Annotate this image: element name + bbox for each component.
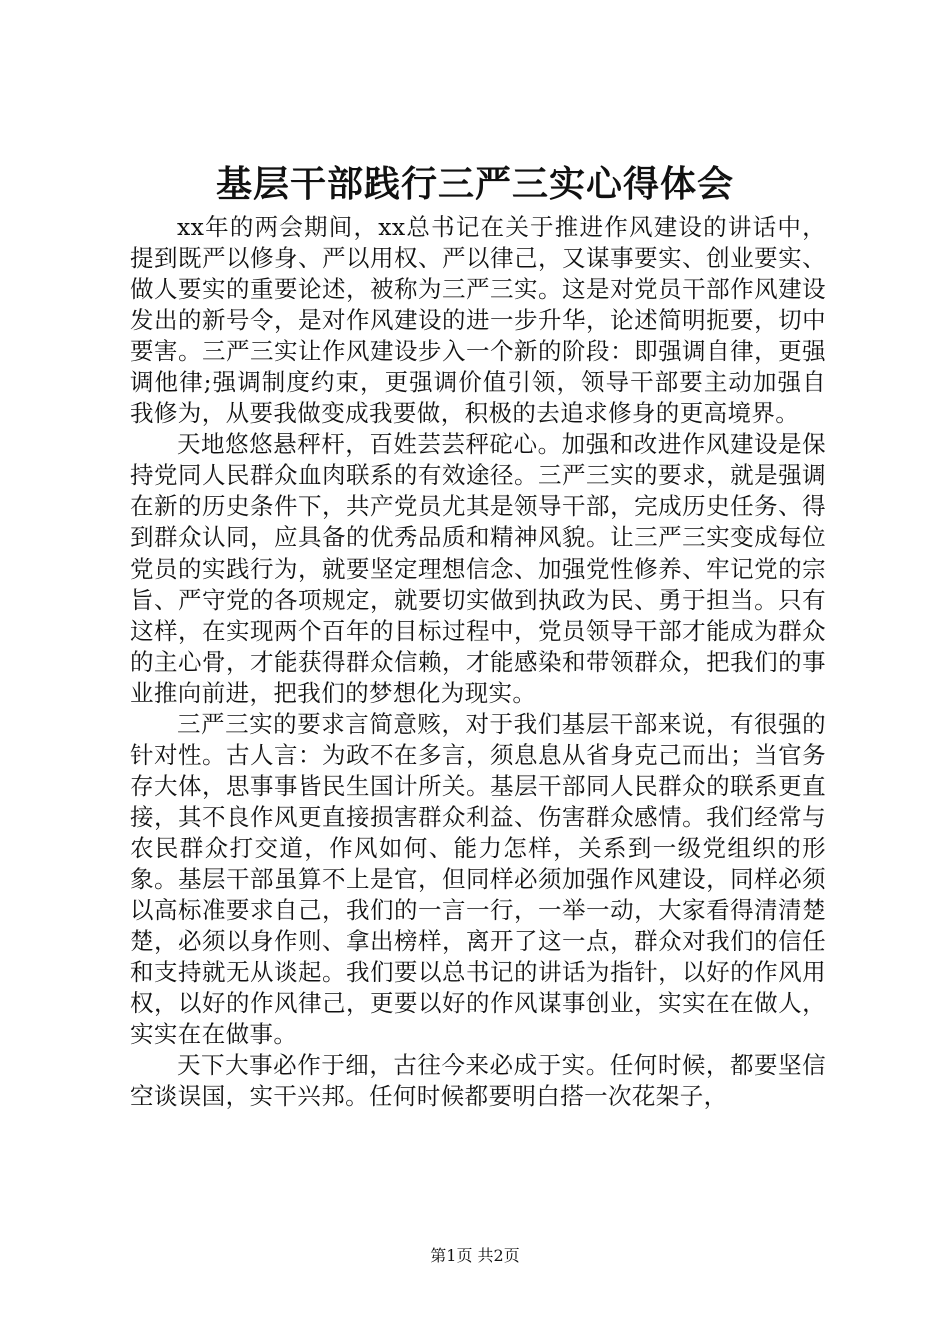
document-body: [130, 212, 826, 1112]
page-number-footer: 第1页 共2页: [430, 1246, 520, 1265]
paragraph-1: xx年的两会期间，xx总书记在关于推进作风建设的讲话中，提到既严以修身、严以用权、严以律己，又谋事要实、创业要实、做人要实的重要论述，被称为三严三实。这是对党员干部作风建设发出的新号令，是对作风建设的进一步升华，论述简明扼要，切中要害。三严三实让作风建设步入一个新的阶段：即强调自律，更强调他律;强调制度约束，更强调价值引领，领导干部要主动加强自我修为，从要我做变成我要做，积极的去追求修身的更高境界。: [130, 213, 826, 428]
paragraph-3: 三严三实的要求言简意赅，对于我们基层干部来说，有很强的针对性。古人言：为政不在多言，须息息从省身克己而出；当官务存大体，思事事皆民生国计所关。基层干部同人民群众的联系更直接，其不良作风更直接损害群众利益、伤害群众感情。我们经常与农民群众打交道，作风如何、能力怎样，关系到一级党组织的形象。基层干部虽算不上是官，但同样必须加强作风建设，同样必须以高标准要求自己，我们的一言一行，一举一动，大家看得清清楚楚，必须以身作则、拿出榜样，离开了这一点，群众对我们的信任和支持就无从谈起。我们要以总书记的讲话为指针，以好的作风用权，以好的作风律己，更要以好的作风谋事创业，实实在在做人，实实在在做事。: [130, 709, 826, 1049]
paragraph-2: 天地悠悠悬秤杆，百姓芸芸秤砣心。加强和改进作风建设是保持党同人民群众血肉联系的有效途径。三严三实的要求，就是强调在新的历史条件下，共产党员尤其是领导干部，完成历史任务、得到群众认同，应具备的优秀品质和精神风貌。让三严三实变成每位党员的实践行为，就要坚定理想信念、加强党性修养、牢记党的宗旨、严守党的各项规定，就要切实做到执政为民、勇于担当。只有这样，在实现两个百年的目标过程中，党员领导干部才能成为群众的主心骨，才能获得群众信赖，才能感染和带领群众，把我们的事业推向前进，把我们的梦想化为现实。: [130, 430, 826, 707]
document-title: 基层干部践行三严三实心得体会: [215, 163, 734, 205]
paragraph-4: 天下大事必作于细，古往今来必成于实。任何时候，都要坚信空谈误国，实干兴邦。任何时候都要明白搭一次花架子，: [130, 1051, 826, 1111]
